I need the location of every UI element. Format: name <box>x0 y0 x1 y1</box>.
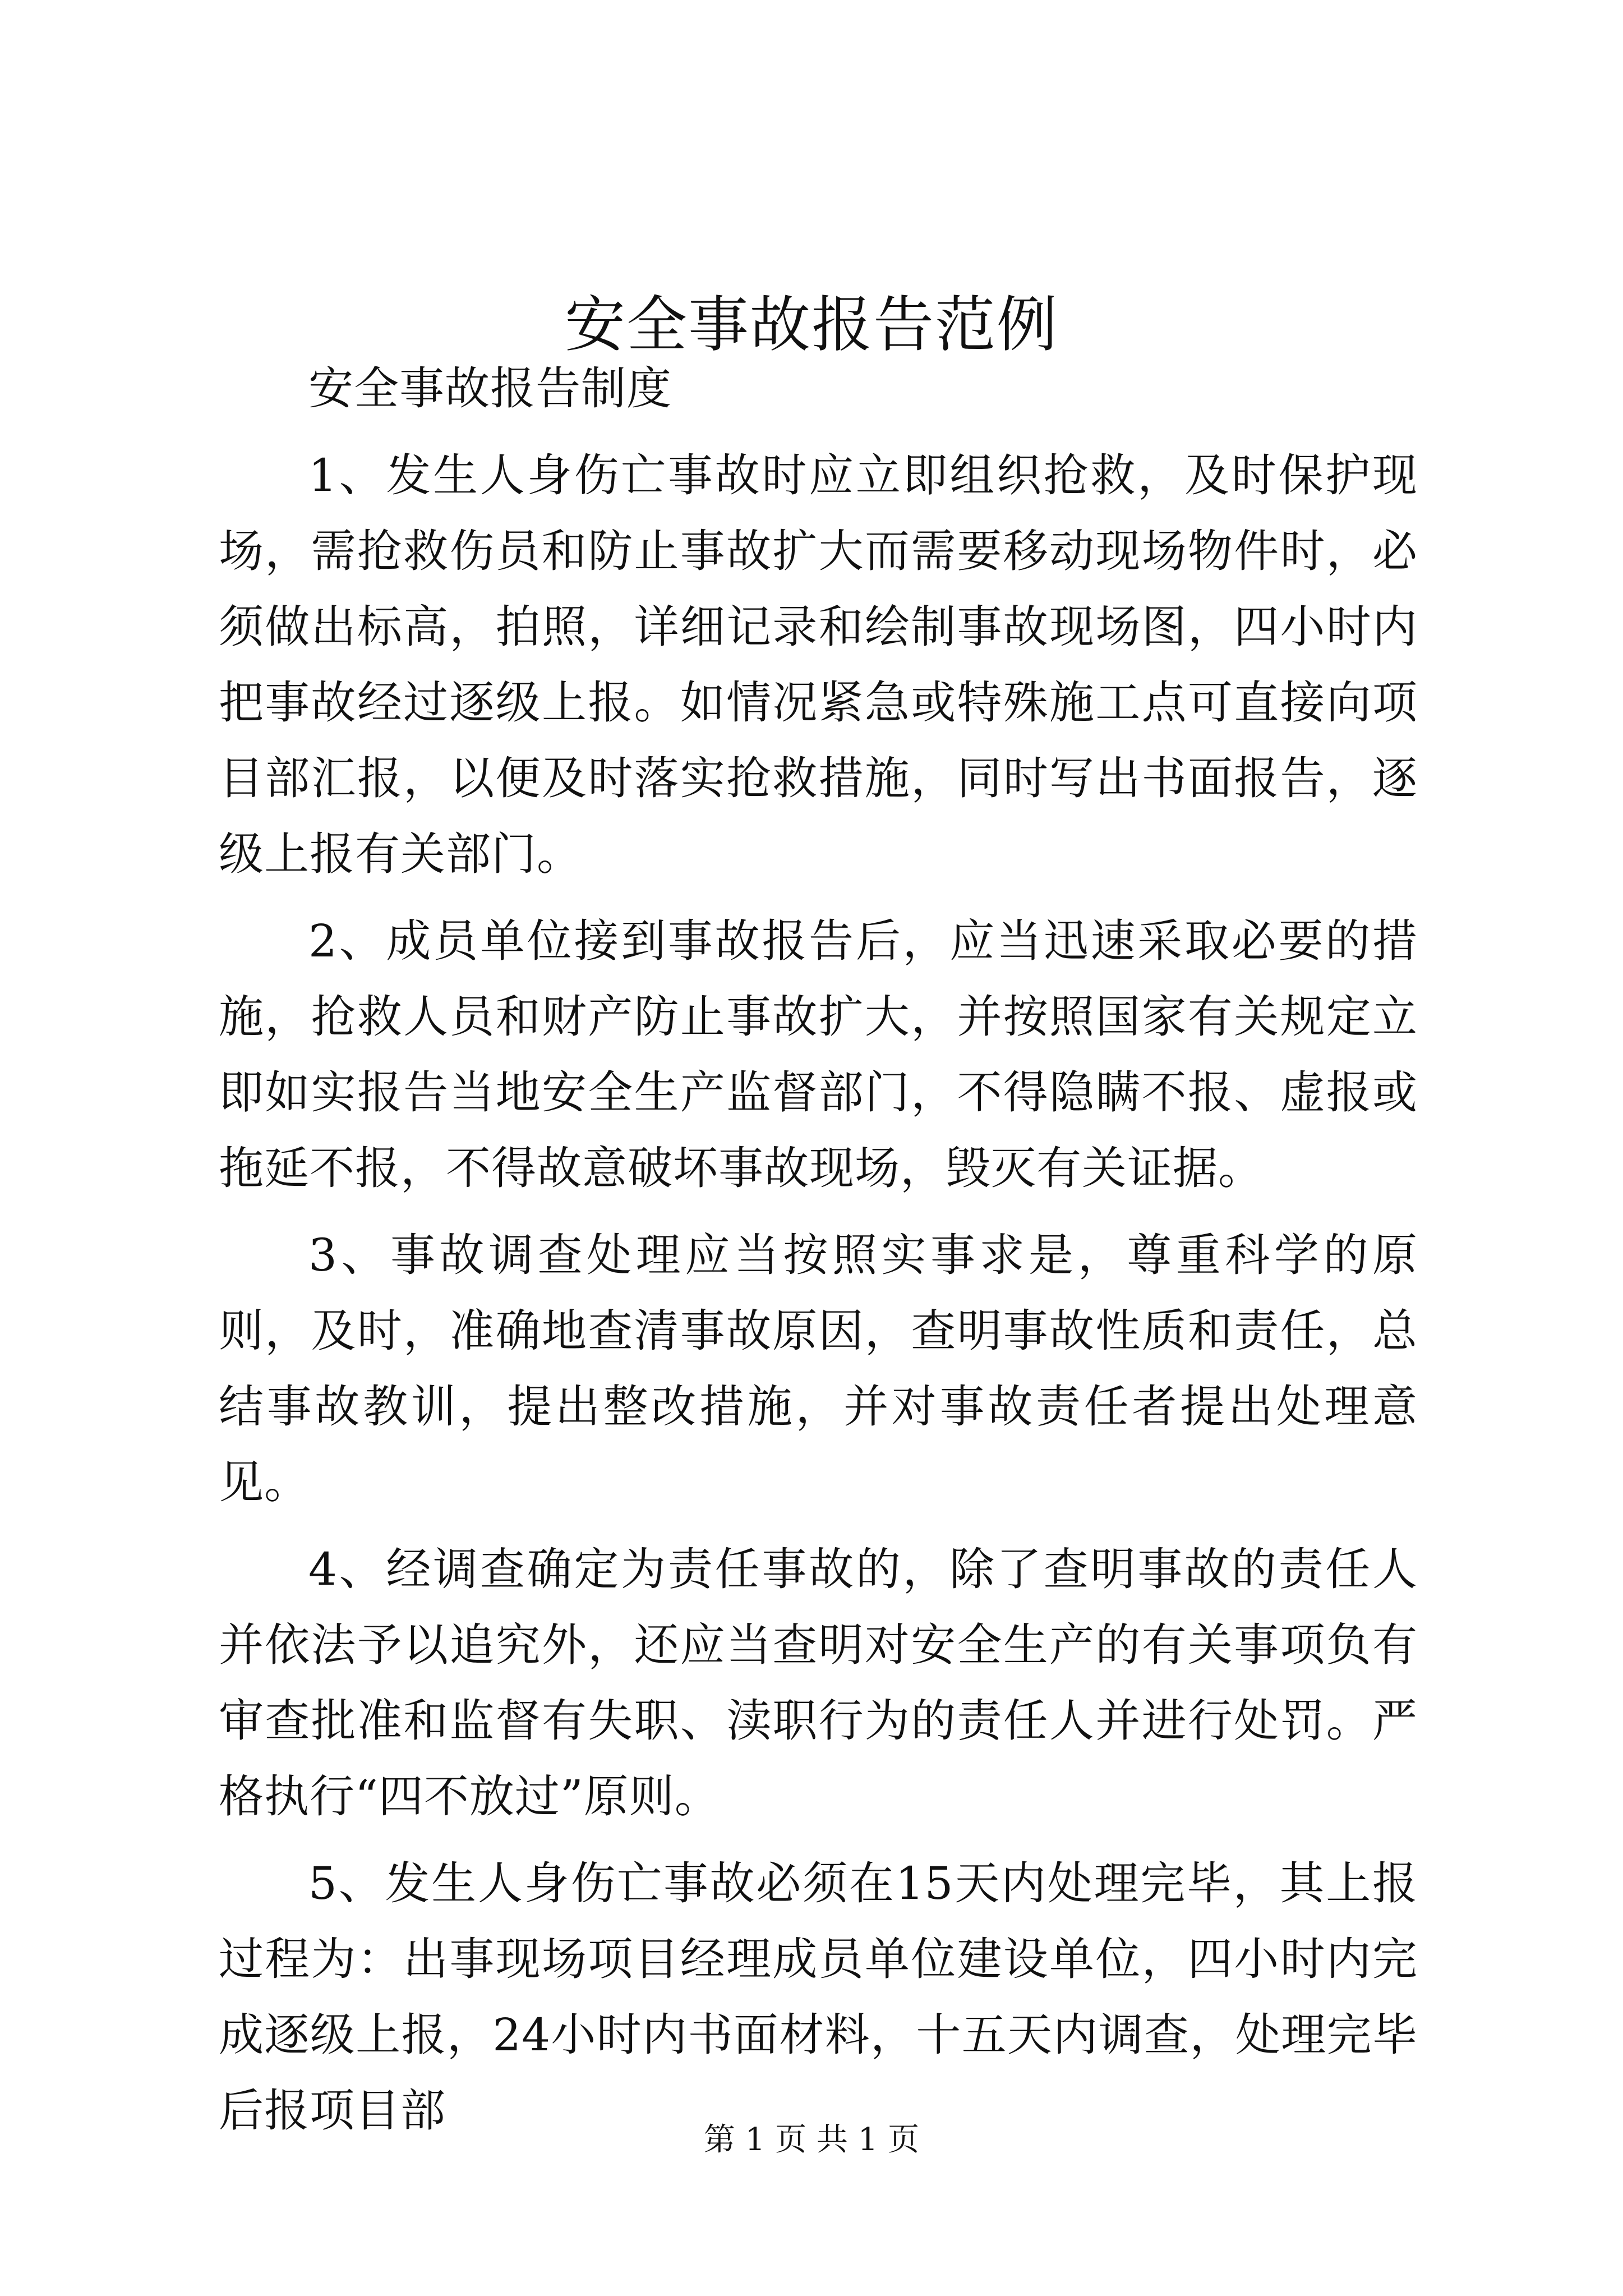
document-body <box>219 351 1418 2160</box>
paragraph-2: 2、成员单位接到事故报告后，应当迅速采取必要的措施，抢救人员和财产防止事故扩大，并按照国家有关规定立即如实报告当地安全生产监督部门，不得隐瞒不报、虚报或拖延不报，不得故意破坏事故现场，毁灭有关证据。 <box>219 915 1418 1194</box>
paragraph-5: 5、发生人身伤亡事故必须在15天内处理完毕，其上报过程为：出事现场项目经理成员单位建设单位，四小时内完成逐级上报，24小时内书面材料，十五天内调查，处理完毕后报项目部 <box>219 1857 1418 2137</box>
paragraph-4: 4、经调查确定为责任事故的，除了查明事故的责任人并依法予以追究外，还应当查明对安全生产的有关事项负有审查批准和监督有失职、渎职行为的责任人并进行处罚。严格执行“四不放过”原则。 <box>219 1543 1418 1823</box>
paragraph-3: 3、事故调查处理应当按照实事求是，尊重科学的原则，及时，准确地查清事故原因，查明事故性质和责任，总结事故教训，提出整改措施，并对事故责任者提出处理意见。 <box>219 1229 1418 1508</box>
document-title: 安全事故报告范例 <box>564 290 1058 360</box>
document-subtitle: 安全事故报告制度 <box>308 362 672 415</box>
page-footer: 第 1 页 共 1 页 <box>703 2122 920 2158</box>
paragraph-1: 1、发生人身伤亡事故时应立即组织抢救，及时保护现场，需抢救伤员和防止事故扩大而需要移动现场物件时，必须做出标高，拍照，详细记录和绘制事故现场图，四小时内把事故经过逐级上报。如情况紧急或特殊施工点可直接向项目部汇报，以便及时落实抢救措施，同时写出书面报告，逐级上报有关部门。 <box>219 449 1418 880</box>
